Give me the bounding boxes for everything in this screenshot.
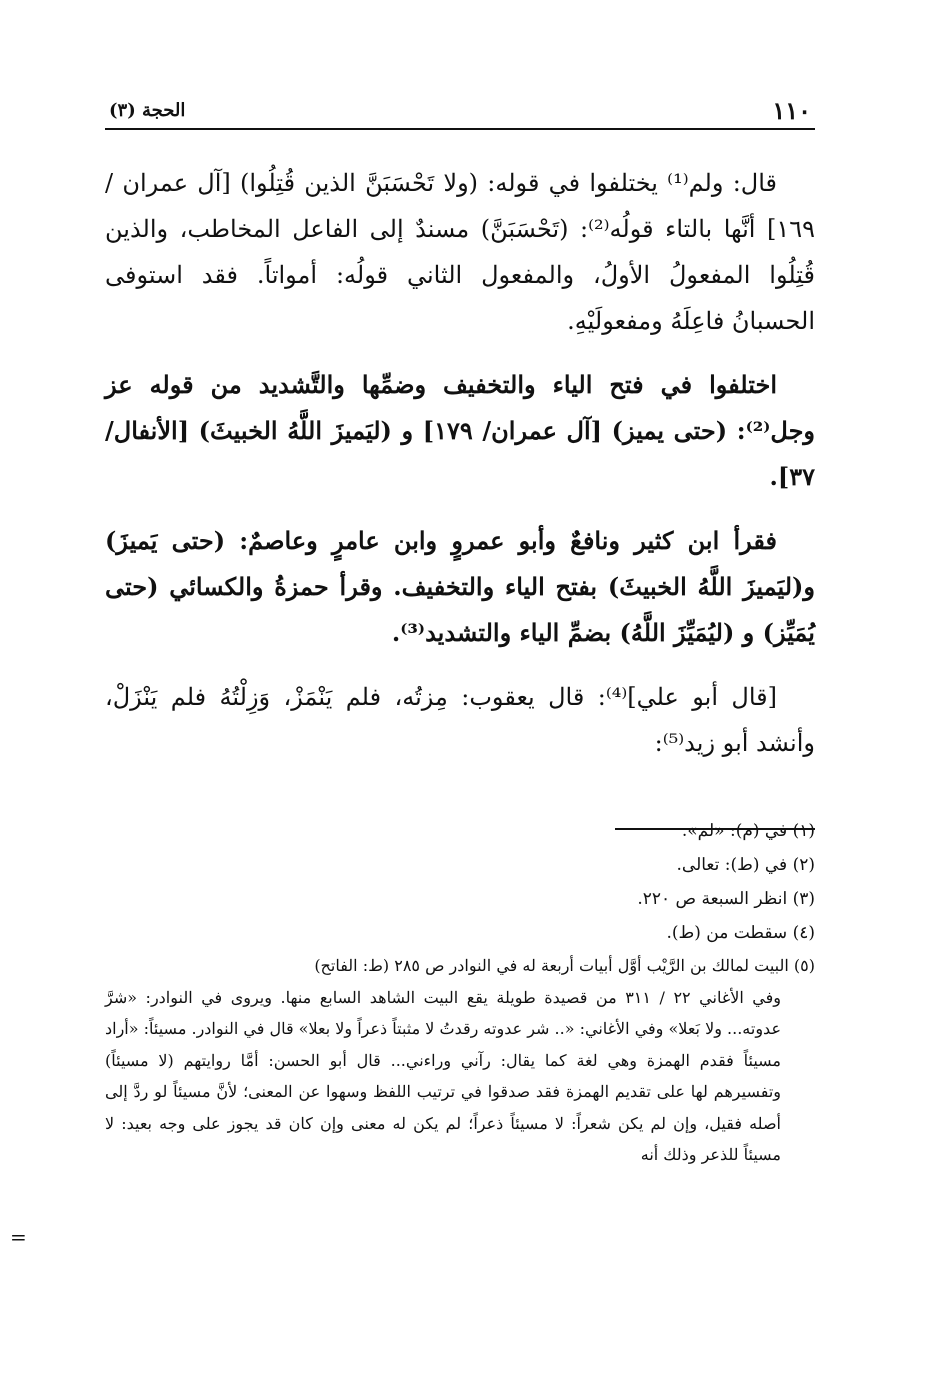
paragraph-4: [قال أبو علي]⁽⁴⁾: قال يعقوب: مِزتُه، فلم يَنْمَزْ، وَزِلْتُهُ فلم يَنْزَلْ، وأنشد أبو زيد⁽⁵⁾:: [105, 683, 815, 757]
footnote-5-body: وفي الأغاني ٢٢ / ٣١١ من قصيدة طويلة يقع البيت الشاهد السابع منها. ويروى في النوادر: «شرَّ عدوته... ولا بَعلا» وفي الأغاني: «.. شر عدوته رقدتُ لا مثبتاً ذعراً ولا بعلا» قال في النوادر. مسيئاً: «أراد مسيئاً فقدم الهمزة وهي لغة كما يقال: رآني وراءني... قال أبو الحسن: أمَّا روايتهم (لا مسيئاً) وتفسيرهم لها على تقديم الهمزة فقد صدقوا في ترتيب اللفظ وسهوا عن المعنى؛ لأنَّ مسيئاً لو ردَّ إلى أصله فقيل، وإن لم يكن شعراً: لا مسيئاً ذعراً؛ لم يكن له معنى وإن كان قد يجوز على وجه بعيد: لا مسيئاً للذعر وذلك أنه: [105, 987, 782, 1164]
page-header: [105, 96, 815, 130]
running-title: الحجة (٣): [109, 100, 186, 121]
footnote-3: (٣) انظر السبعة ص ٢٢٠.: [637, 889, 815, 909]
page-number: ١١٠: [772, 96, 811, 125]
footnote-1: (١) في (م): «لم».: [681, 821, 815, 841]
main-text: [105, 160, 815, 784]
paragraph-2: اختلفوا في فتح الياء والتخفيف وضمِّها والتَّشديد من قوله عز وجل⁽²⁾: (حتى يميز) [آل عمران/ ١٧٩] و (ليَميزَ اللَّهُ الخبيثَ) [الأنفال/ ٣٧].: [105, 370, 816, 491]
footnote-5-head: (٥) البيت لمالك بن الرَّيْب أوَّل أبيات أربعة له في النوادر ص ٢٨٥ (ط: الفاتح): [314, 956, 815, 975]
paragraph-3: فقرأ ابن كثير ونافعٌ وأبو عمروٍ وابن عامرٍ وعاصمٌ: (حتى يَميزَ) و(ليَميزَ اللَّهُ الخبيثَ) بفتح الياء والتخفيف. وقرأ حمزةُ والكسائي (حتى يُمَيِّز) و (ليُمَيِّزَ اللَّهُ) بضمِّ الياء والتشديد⁽³⁾.: [105, 526, 815, 647]
paragraph-1: قال: ولم⁽¹⁾ يختلفوا في قوله: (ولا تَحْسَبَنَّ الذين قُتِلُوا) [آل عمران /١٦٩] أنَّها بالتاء قولُه⁽²⁾: (تَحْسَبَنَّ) مسندٌ إلى الفاعل المخاطب، والذين قُتِلُوا المفعولُ الأولُ، والمفعول الثاني قولُه: أمواتاً. فقد استوفى الحسبانُ فاعِلَهُ ومفعولَيْهِ.: [105, 169, 815, 335]
footnotes-list: [105, 814, 815, 1171]
book-page: [10, 0, 816, 1380]
footnote-5: [105, 950, 815, 1171]
footnote-4: (٤) سقطت من (ط).: [666, 923, 815, 943]
continuation-mark: =: [10, 1225, 27, 1249]
footnote-2: (٢) في (ط): تعالى.: [676, 855, 815, 875]
